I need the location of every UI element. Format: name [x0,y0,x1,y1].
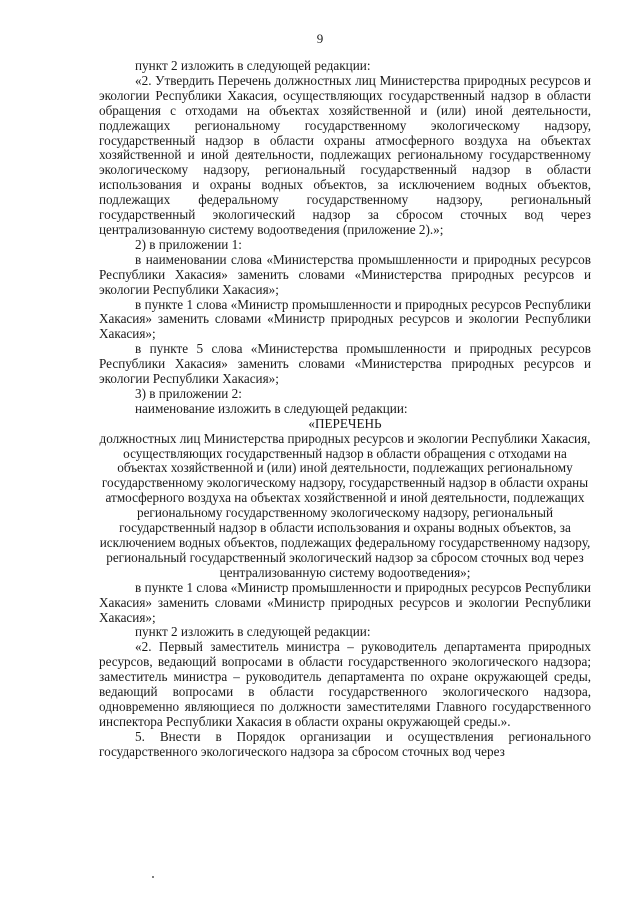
document-body [99,59,591,760]
page-number: 9 [316,31,324,46]
paragraph: в наименовании слова «Министерства промышленности и природных ресурсов Республики Хакасия» заменить словами «Министерства природных ресурсов и экологии Республики Хакасия»; [99,251,591,297]
paragraph: в пункте 1 слова «Министр промышленности и природных ресурсов Республики Хакасия» заменить словами «Министр природных ресурсов и экологии Республики Хакасия»; [99,296,591,342]
scan-speck [152,876,154,878]
paragraph: наименование изложить в следующей редакции: [135,400,408,416]
paragraph: 3) в приложении 2: [135,385,242,401]
paragraph: 5. Внести в Порядок организации и осуществления регионального государственного экологического надзора за сбросом сточных вод через [99,728,591,759]
list-title: должностных лиц Министерства природных ресурсов и экологии Республики Хакасия, осуществляющих государственный надзор в области обращения с отходами на объектах хозяйственной и (или) иной деятельности, подлежащих региональному государственному экологическому надзору, государственный надзор в области охраны атмосферного воздуха на объектах хозяйственной и иной деятельности, подлежащих региональному государственному экологическому надзору, региональный государственный надзор в области использования и охраны водных объектов, за исключением водных объектов, подлежащих федеральному государственному надзору, региональный государственный экологический надзор за сбросом сточных вод через централизованную систему водоотведения»; [99,430,591,580]
paragraph: пункт 2 изложить в следующей редакции: [135,624,371,640]
paragraph: в пункте 5 слова «Министерства промышленности и природных ресурсов Республики Хакасия» заменить словами «Министерства природных ресурсов и экологии Республики Хакасия»; [99,341,591,387]
paragraph: «2. Первый заместитель министра – руководитель департамента природных ресурсов, ведающий вопросами в области государственного экологического надзора; заместитель министра – руководитель департамента по охране окружающей среды, ведающий вопросами в области государственного экологического надзора, одновременно являющиеся по должности заместителями Главного государственного инспектора Республики Хакасия в области охраны окружающей среды.». [99,639,591,729]
list-heading: «ПЕРЕЧЕНЬ [308,415,382,431]
paragraph: «2. Утвердить Перечень должностных лиц Министерства природных ресурсов и экологии Республики Хакасия, осуществляющих государственный надзор в области обращения с отходами на объектах хозяйственной и (или) иной деятельности, подлежащих региональному государственному экологическому надзору, государственный надзор в области охраны атмосферного воздуха на объектах хозяйственной и иной деятельности, подлежащих региональному государственному экологическому надзору, региональный государственный надзор в области использования и охраны водных объектов, за исключением водных объектов, подлежащих федеральному государственному надзору, региональный государственный экологический надзор за сбросом сточных вод через централизованную систему водоотведения (приложение 2).»; [99,72,591,237]
paragraph: 2) в приложении 1: [135,236,242,252]
paragraph: в пункте 1 слова «Министр промышленности и природных ресурсов Республики Хакасия» заменить словами «Министр природных ресурсов и экологии Республики Хакасия»; [99,579,591,625]
paragraph: пункт 2 изложить в следующей редакции: [135,58,371,73]
